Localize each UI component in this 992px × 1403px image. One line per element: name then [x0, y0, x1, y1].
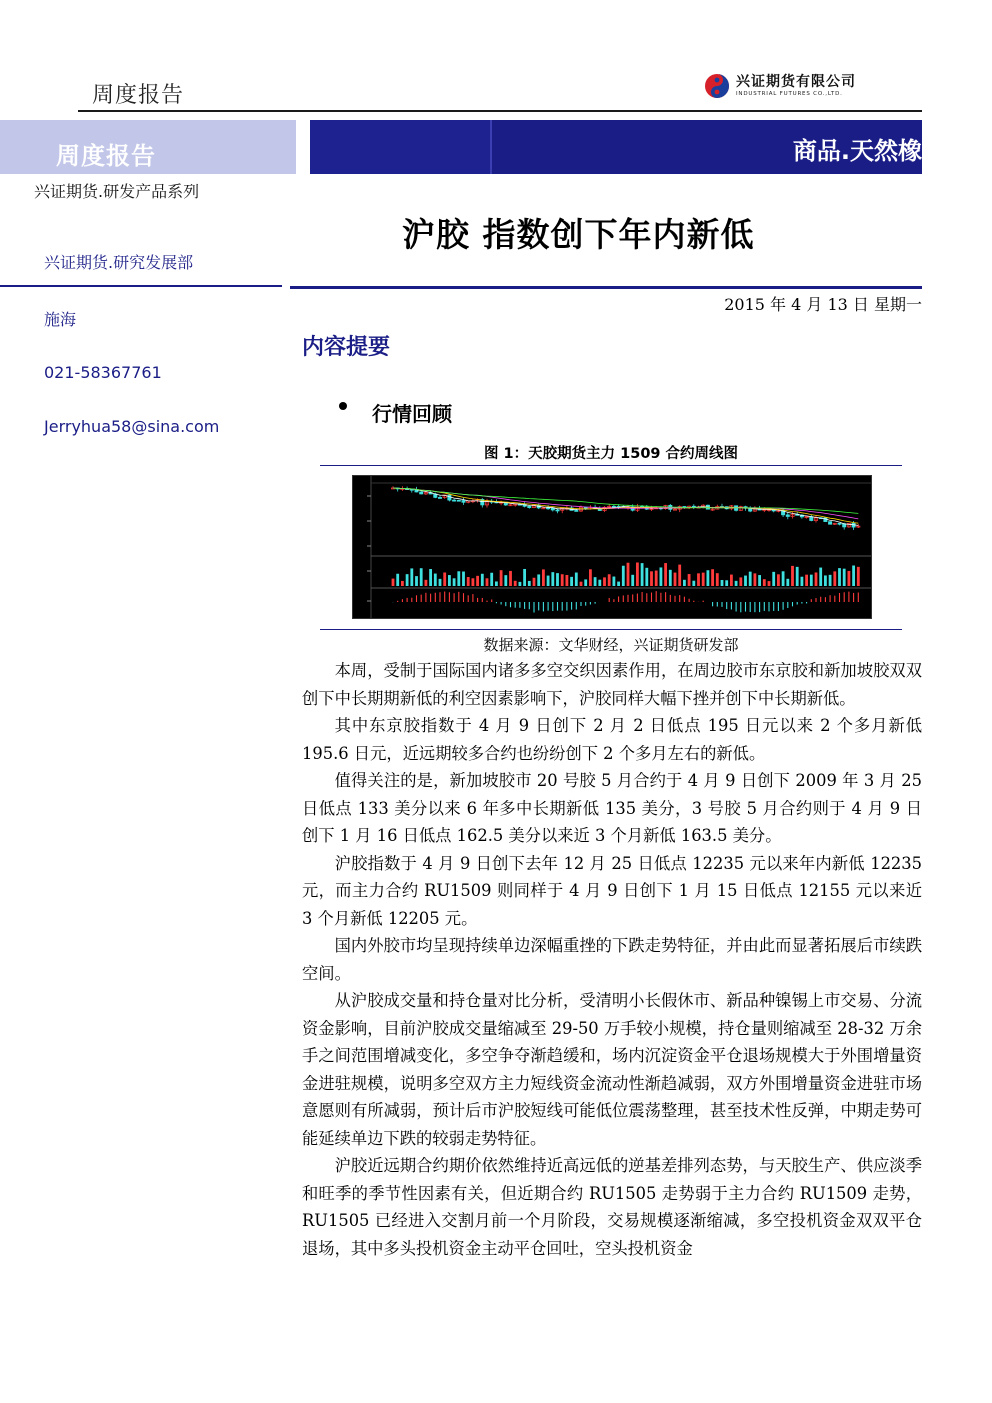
volume-bar — [744, 576, 747, 586]
volume-bar — [857, 567, 860, 586]
volume-bar — [641, 563, 644, 586]
volume-bar — [589, 569, 592, 586]
volume-bar — [758, 575, 761, 586]
report-date: 2015 年 4 月 13 日 星期一 — [724, 295, 922, 314]
body-paragraph: 沪胶近远期合约期价依然维持近高远低的逆基差排列态势，与天胶生产、供应淡季和旺季的季节性因素有关，但近期合约 RU1505 走势弱于主力合约 RU1509 走势，RU1505 已经进入交割月前一个月阶段，交易规模逐渐缩减，多空投机资金双双平仓退场，其中多头投机资金主动平仓回吐，空头投机资金 — [302, 1156, 922, 1258]
volume-bar — [528, 581, 531, 586]
volume-bar — [462, 572, 465, 586]
volume-bar — [800, 577, 803, 586]
volume-bar — [514, 581, 517, 586]
volume-bar — [796, 567, 799, 586]
report-title: 沪胶 指数创下年内新低 — [402, 215, 755, 254]
volume-bar — [716, 573, 719, 586]
candle — [457, 500, 460, 501]
volume-bar — [584, 579, 587, 586]
volume-bar — [608, 574, 611, 586]
volume-bar — [594, 577, 597, 586]
volume-bar — [829, 575, 832, 586]
volume-bar — [852, 565, 855, 586]
candle — [828, 522, 831, 525]
volume-bar — [500, 570, 503, 586]
section-heading: 行情回顾 — [372, 402, 452, 426]
volume-bar — [782, 571, 785, 586]
figure-caption: 图 1：天胶期货主力 1509 合约周线图 — [483, 446, 739, 462]
company-logo-icon — [704, 73, 730, 99]
volume-bar — [674, 573, 677, 586]
volume-bar — [509, 571, 512, 586]
volume-bar — [749, 572, 752, 586]
body-paragraph: 值得关注的是，新加坡胶市 20 号胶 5 月合约于 4 月 9 日创下 2009 年 3 月 25 日低点 133 美分以来 6 年多中长期新低 135 美分，3 号胶 5 月合约则于 4 月 9 日创下 1 月 16 日低点 162.5 美分以来近 3 个月新低 163.5 美分。 — [302, 771, 922, 845]
volume-bar — [664, 563, 667, 586]
volume-bar — [645, 568, 648, 586]
volume-bar — [819, 568, 822, 586]
volume-bar — [547, 576, 550, 586]
volume-bar — [518, 582, 521, 586]
volume-bar — [768, 581, 771, 586]
volume-bar — [772, 572, 775, 586]
volume-bar — [683, 580, 686, 586]
volume-bar — [622, 566, 625, 586]
volume-bar — [706, 570, 709, 586]
volume-bar — [420, 568, 423, 586]
volume-bar — [504, 575, 507, 586]
volume-bar — [688, 574, 691, 586]
volume-bar — [476, 576, 479, 586]
volume-bar — [655, 571, 658, 586]
candle — [448, 494, 451, 501]
volume-bar — [603, 577, 606, 586]
volume-bar — [810, 575, 813, 586]
author-email[interactable]: Jerryhua58@sina.com — [44, 417, 220, 436]
company-logo — [704, 73, 856, 99]
volume-bar — [486, 578, 489, 586]
banner-separator — [296, 120, 310, 174]
volume-bar — [410, 568, 413, 586]
chart-graphic — [353, 476, 871, 618]
volume-bar — [612, 577, 615, 586]
figure-top-rule — [320, 465, 902, 466]
volume-bar — [805, 575, 808, 586]
volume-bar — [556, 573, 559, 586]
volume-bar — [659, 567, 662, 586]
sidebar-divider — [0, 285, 282, 287]
volume-bar — [692, 581, 695, 586]
weekly-candlestick-chart-image — [352, 475, 872, 619]
volume-bar — [636, 562, 639, 586]
body-paragraph: 从沪胶成交量和持仓量对比分析，受清明小长假休市、新品种镍锡上市交易、分流资金影响，目前沪胶成交量缩减至 29-50 万手较小规模，持仓量则缩减至 28-32 万余手之间范围增减变化，多空争夺渐趋缓和，场内沉淀资金平仓退场规模大于外围增量资金进驻规模，说明多空双方主力短线资金流动性渐趋减弱，双方外围增量资金进驻市场意愿则有所减弱，预计后市沪胶短线可能低位震荡整理，甚至技术性反弹，中期走势可能延续单边下跌的较弱走势特征。 — [302, 991, 922, 1148]
volume-bar — [697, 573, 700, 586]
volume-bar — [843, 569, 846, 586]
volume-bar — [627, 563, 630, 586]
banner-title: 周度报告 — [56, 142, 156, 170]
author-name: 施海 — [44, 310, 77, 329]
volume-bar — [598, 580, 601, 586]
volume-bar — [401, 581, 404, 586]
author-phone: 021-58367761 — [44, 363, 162, 382]
volume-bar — [631, 575, 634, 586]
bullet-icon — [339, 402, 347, 410]
banner-stripe — [490, 120, 492, 174]
summary-heading: 内容提要 — [302, 335, 391, 360]
volume-bar — [847, 571, 850, 586]
volume-bar — [392, 579, 395, 586]
volume-bar — [424, 580, 427, 586]
body-paragraph: 本周，受制于国际国内诸多多空交织因素作用，在周边胶市东京胶和新加坡胶双双创下中长期期新低的利空因素影响下，沪胶同样大幅下挫并创下中长期新低。 — [302, 661, 922, 708]
volume-bar — [443, 572, 446, 586]
volume-bar — [824, 575, 827, 586]
volume-bar — [777, 574, 780, 586]
volume-bar — [495, 581, 498, 586]
volume-bar — [551, 572, 554, 586]
volume-bar — [791, 566, 794, 586]
volume-bar — [753, 573, 756, 586]
volume-bar — [471, 578, 474, 586]
volume-bar — [763, 579, 766, 586]
volume-bar — [537, 574, 540, 586]
title-divider — [290, 286, 922, 289]
product-series: 兴证期货.研发产品系列 — [34, 182, 200, 201]
volume-bar — [490, 573, 493, 586]
banner-stripe — [310, 120, 490, 174]
volume-bar — [457, 571, 460, 586]
body-paragraph: 国内外胶市均呈现持续单边深幅重挫的下跌走势特征，并由此而显著拓展后市续跌空间。 — [302, 936, 922, 983]
volume-bar — [786, 579, 789, 586]
volume-bar — [617, 582, 620, 586]
volume-bar — [838, 568, 841, 586]
figure-bottom-rule — [320, 629, 902, 630]
candle — [420, 491, 423, 494]
volume-bar — [429, 569, 432, 586]
volume-bar — [439, 579, 442, 586]
figure-source: 数据来源：文华财经，兴证期货研发部 — [483, 636, 739, 654]
candle — [734, 505, 737, 511]
volume-bar — [711, 569, 714, 586]
volume-bar — [434, 574, 437, 586]
volume-bar — [481, 574, 484, 586]
volume-bar — [815, 572, 818, 586]
body-paragraph: 沪胶指数于 4 月 9 日创下去年 12 月 25 日低点 12235 元以来年内新低 12235 元，而主力合约 RU1509 则同样于 4 月 9 日创下 1 月 15 日低点 12155 元以来近 3 个月新低 12205 元。 — [302, 853, 922, 928]
volume-bar — [448, 575, 451, 586]
volume-bar — [678, 565, 681, 586]
volume-bar — [575, 573, 578, 586]
volume-bar — [570, 577, 573, 586]
volume-bar — [561, 574, 564, 586]
volume-bar — [721, 580, 724, 586]
header-report-type: 周度报告 — [92, 83, 185, 108]
volume-bar — [650, 571, 653, 586]
department: 兴证期货.研究发展部 — [44, 253, 194, 272]
volume-bar — [467, 577, 470, 586]
volume-bar — [739, 577, 742, 586]
report-body — [302, 657, 922, 1262]
volume-bar — [396, 574, 399, 586]
volume-bar — [453, 578, 456, 586]
banner-category: 商品.天然橡胶 — [792, 137, 946, 165]
volume-bar — [533, 578, 536, 586]
body-paragraph: 其中东京胶指数于 4 月 9 日创下 2 月 2 日低点 195 日元以来 2 个多月新低 195.6 日元，近远期较多合约也纷纷创下 2 个多月左右的新低。 — [302, 716, 922, 763]
company-name-cn: 兴证期货有限公司 — [736, 73, 856, 90]
volume-bar — [542, 569, 545, 586]
volume-bar — [669, 570, 672, 586]
volume-bar — [735, 581, 738, 586]
header-divider — [78, 110, 922, 112]
volume-bar — [415, 576, 418, 586]
volume-bar — [565, 575, 568, 586]
volume-bar — [702, 573, 705, 586]
volume-bar — [833, 571, 836, 586]
volume-bar — [523, 569, 526, 586]
company-name-en: INDUSTRIAL FUTURES CO.,LTD. — [736, 90, 843, 97]
volume-bar — [730, 575, 733, 586]
volume-bar — [725, 580, 728, 586]
volume-bar — [406, 574, 409, 586]
volume-bar — [580, 582, 583, 586]
